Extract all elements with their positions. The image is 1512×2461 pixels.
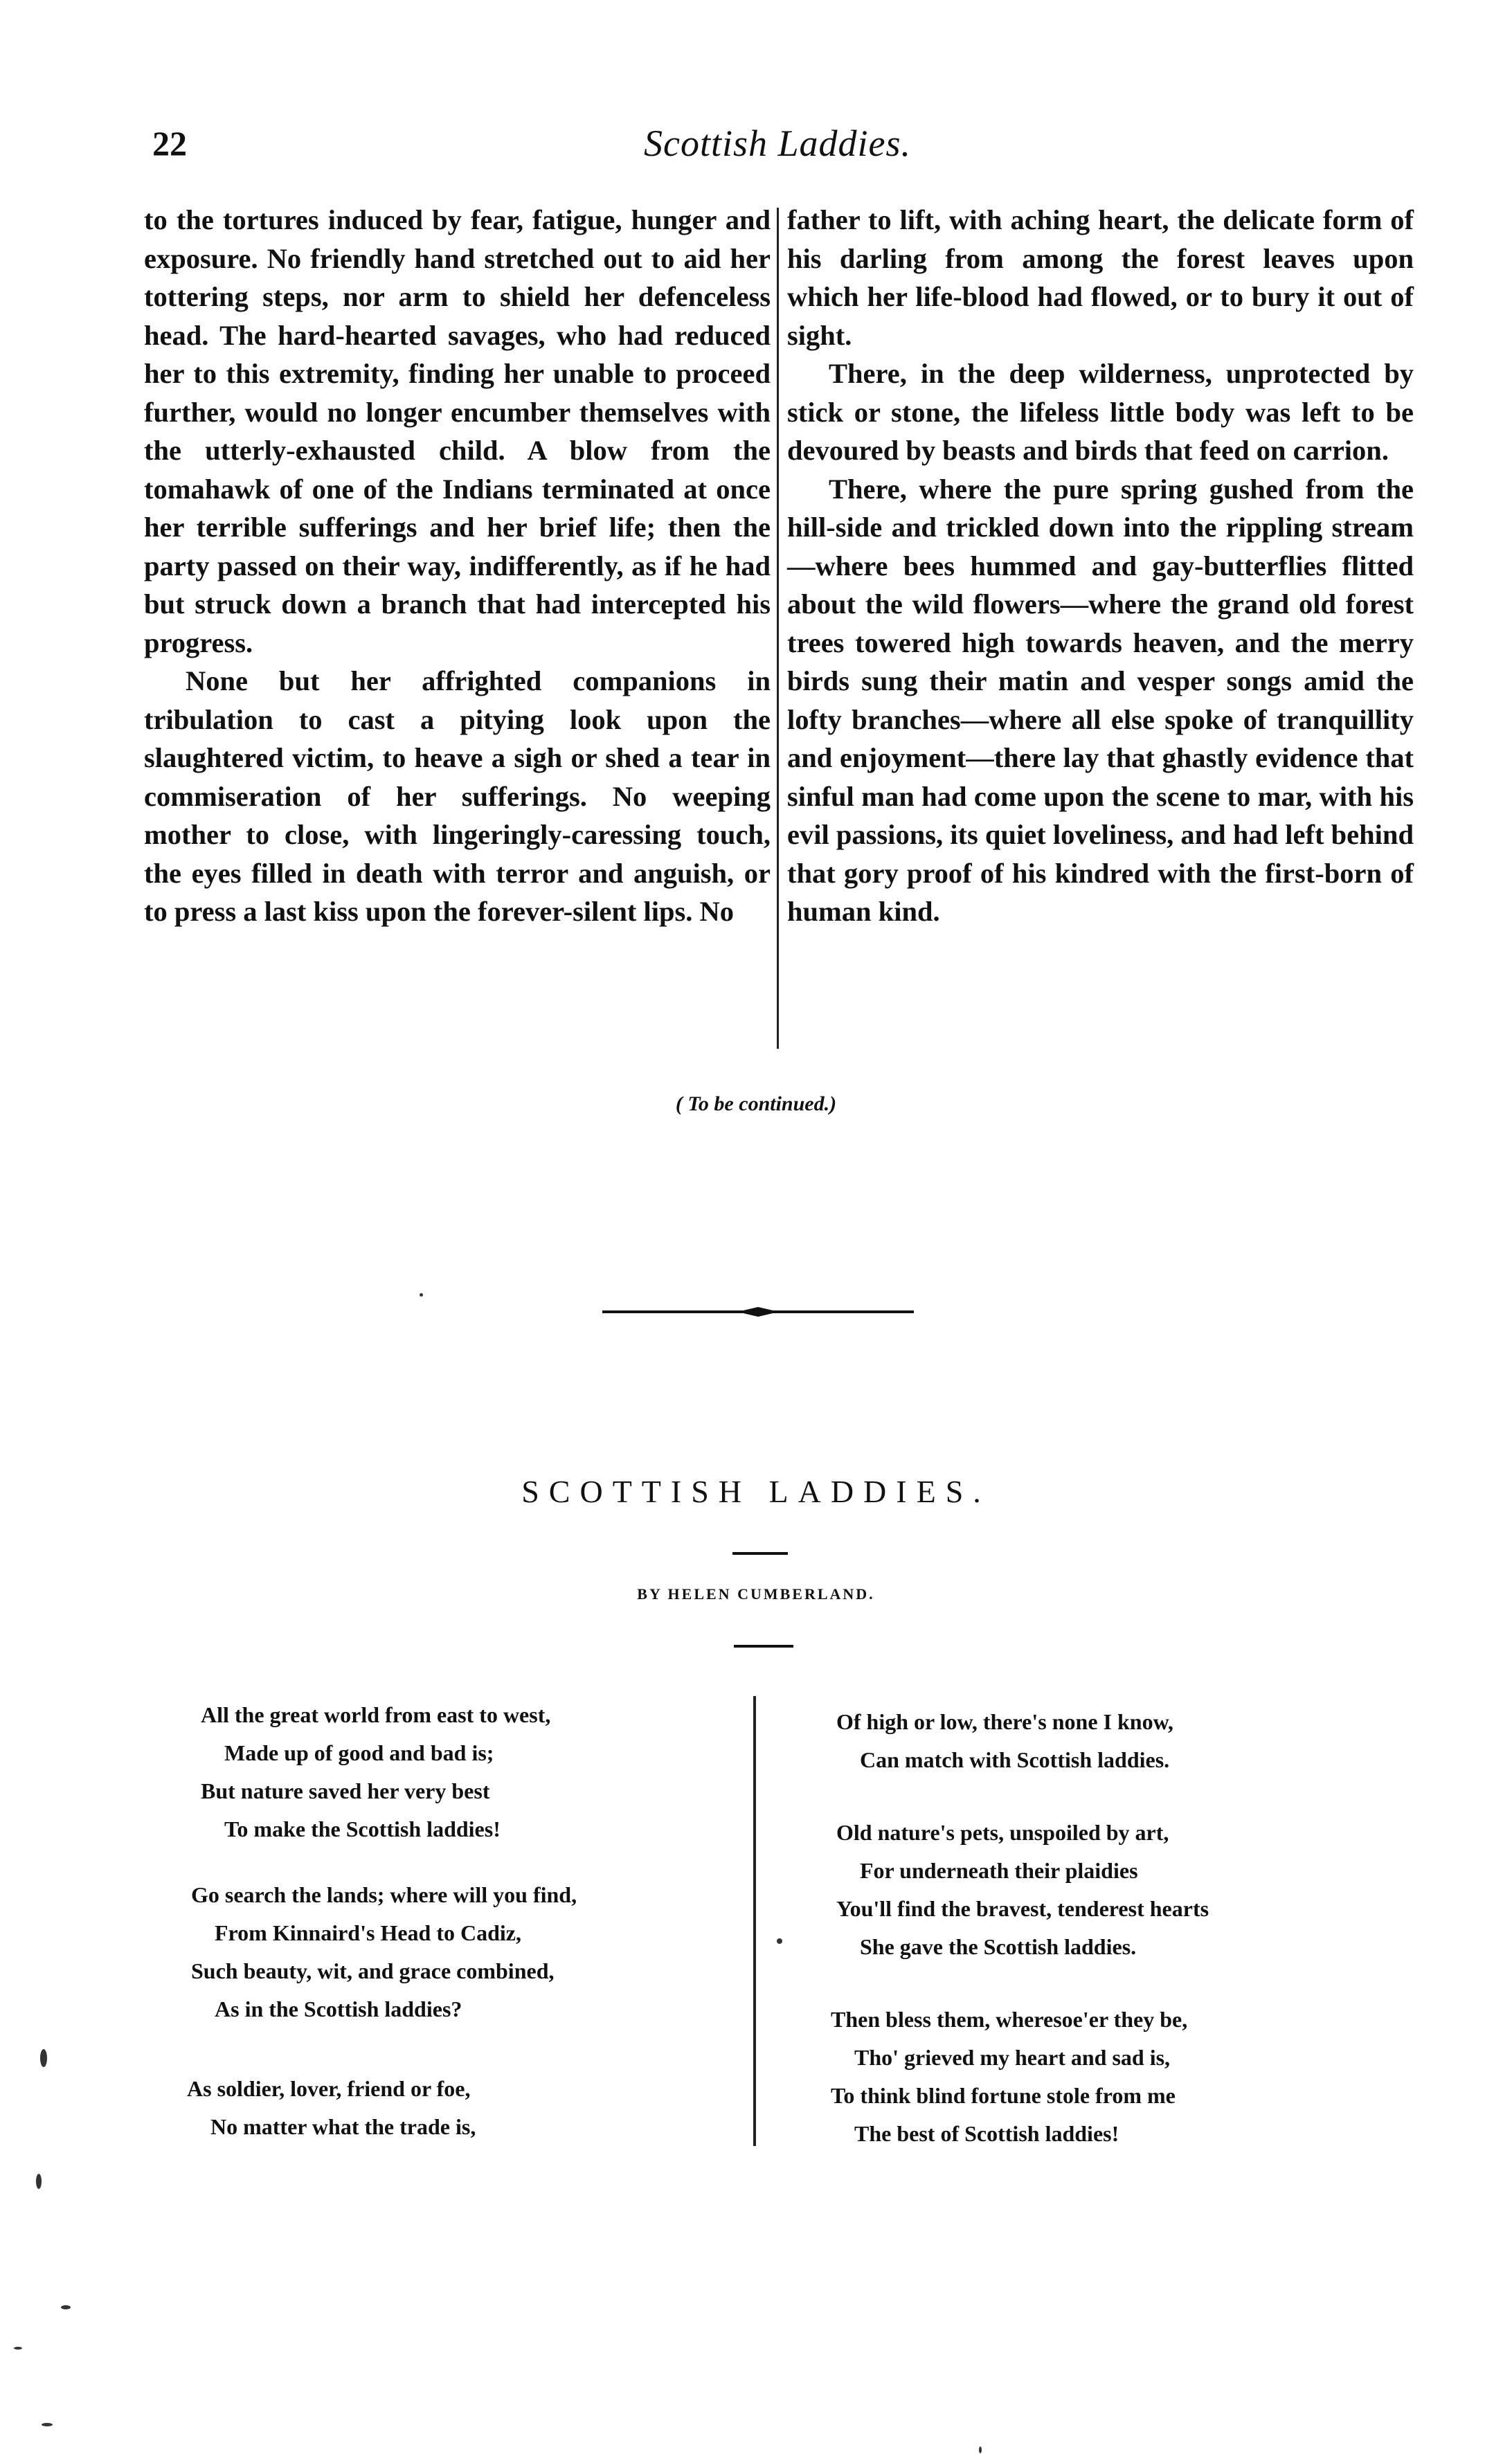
article-paragraph: father to lift, with aching heart, the delicate form of his darling from among the forest leaves upon which her life-blood had flowed, or to bury it out of sight.	[787, 204, 1414, 351]
article-right-column	[787, 201, 1414, 931]
poem-line: She gave the Scottish laddies.	[860, 1934, 1137, 1959]
article-paragraph: None but her affrighted companions in tribulation to cast a pitying look upon the slaughtered victim, to heave a sigh or shed a tear in commiseration of her sufferings. No weeping mother to close, with lingeringly-caressing touch, the eyes filled in death with terror and anguish, or to press a last kiss upon the forever-silent lips. No	[144, 665, 771, 927]
poem-line: Of high or low, there's none I know,	[836, 1709, 1173, 1734]
article-left-column	[144, 201, 771, 931]
poem-line: To think blind fortune stole from me	[831, 2083, 1176, 2108]
poem-line: But nature saved her very best	[201, 1778, 490, 1803]
poem-line: The best of Scottish laddies!	[854, 2121, 1119, 2146]
poem-line: To make the Scottish laddies!	[224, 1817, 501, 1841]
poem-line: Made up of good and bad is;	[224, 1740, 494, 1765]
poem-stanza	[187, 2070, 476, 2146]
poem-line: Can match with Scottish laddies.	[860, 1747, 1170, 1772]
scan-speck	[14, 2347, 22, 2350]
article-paragraph: There, where the pure spring gushed from the hill-side and trickled down into the rippling stream—where bees hummed and gay-butterflies flitted about the wild flowers—where the grand old forest trees towered high towards heaven, and the merry birds sung their matin and vesper songs amid the lofty branches—where all else spoke of tranquillity and enjoyment—there lay that ghastly evidence that sinful man had come upon the scene to mar, with his evil passions, its quiet loveliness, and had left behind that gory proof of his kindred with the first-born of human kind.	[787, 473, 1414, 927]
scan-speck	[777, 1938, 782, 1944]
poem-byline: BY HELEN CUMBERLAND.	[637, 1585, 875, 1603]
article-paragraph: to the tortures induced by fear, fatigue, hunger and exposure. No friendly hand stretched out to aid her tottering steps, nor arm to shield her defenceless head. The hard-hearted savages, who had reduced her to this extremity, finding her unable to proceed further, would no longer encumber themselves with the utterly-exhausted child. A blow from the tomahawk of one of the Indians terminated at once her terrible sufferings and her brief life; then the party passed on their way, indifferently, as if he had but struck down a branch that had intercepted his progress.	[144, 204, 771, 658]
poem-line: Such beauty, wit, and grace combined,	[191, 1958, 555, 1983]
scan-speck	[42, 2423, 53, 2426]
poem-line: As soldier, lover, friend or foe,	[187, 2076, 471, 2101]
running-title: Scottish Laddies.	[644, 123, 912, 164]
page-number: 22	[152, 124, 187, 163]
to-be-continued-note: ( To be continued.)	[675, 1092, 837, 1115]
poem-stanza	[191, 1876, 577, 2028]
poem-line: Then bless them, wheresoe'er they be,	[831, 2007, 1188, 2032]
byline-rule	[734, 1645, 793, 1648]
section-divider-ornament	[602, 1301, 914, 1322]
poem-title: SCOTTISH LADDIES.	[521, 1474, 991, 1509]
scan-speck	[420, 1293, 423, 1297]
scan-speck	[36, 2174, 42, 2189]
poem-stanza	[201, 1696, 550, 1848]
poem-line: From Kinnaird's Head to Cadiz,	[215, 1920, 521, 1945]
poem-line: All the great world from east to west,	[201, 1702, 551, 1727]
poem-line: For underneath their plaidies	[860, 1858, 1138, 1883]
poem-column-divider	[753, 1696, 756, 2146]
scan-speck	[61, 2305, 71, 2309]
title-rule	[732, 1552, 788, 1555]
poem-stanza	[836, 1814, 1209, 1966]
poem-line: Go search the lands; where will you find,	[191, 1882, 577, 1907]
poem-line: As in the Scottish laddies?	[215, 1996, 462, 2021]
article-paragraph: There, in the deep wilderness, unprotected by stick or stone, the lifeless little body was left to be devoured by beasts and birds that feed on carrion.	[787, 358, 1414, 466]
column-divider	[777, 208, 779, 1049]
poem-line: No matter what the trade is,	[210, 2114, 476, 2139]
scan-speck	[979, 2446, 982, 2453]
poem-line: Old nature's pets, unspoiled by art,	[836, 1820, 1169, 1845]
scan-speck	[40, 2049, 47, 2067]
poem-stanza	[836, 1703, 1173, 1779]
poem-line: You'll find the bravest, tenderest hearts	[836, 1896, 1209, 1921]
poem-stanza	[831, 2001, 1187, 2153]
poem-line: Tho' grieved my heart and sad is,	[854, 2045, 1171, 2070]
